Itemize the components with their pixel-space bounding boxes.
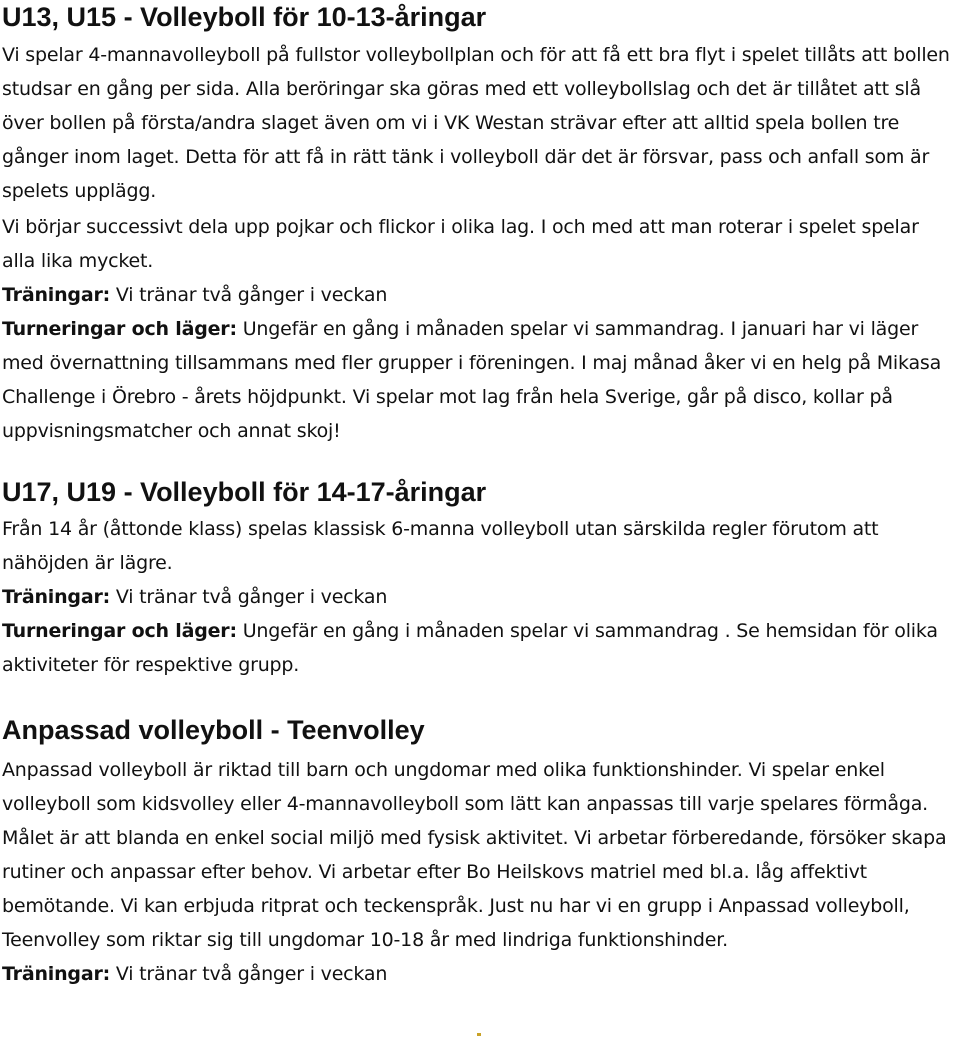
training-text: Vi tränar två gånger i veckan [110,284,388,306]
training-text: Vi tränar två gånger i veckan [110,963,388,985]
section-title-u13-u15: U13, U15 - Volleyboll för 10-13-åringar [2,2,487,32]
tournament-text: Ungefär en gång i månaden spelar vi sammandrag. I januari har vi läger med övernattning tillsammans med fler grupper i föreningen. I maj månad åker vi en helg på Mikasa Challenge i Örebro - årets höjdpunkt. Vi spelar mot lag från hela Sverige, går på disco, kollar på uppvisningsmatcher och annat skoj! [2,318,942,442]
section-intro-paragraph: Anpassad volleyboll är riktad till barn och ungdomar med olika funktionshinder. Vi spelar enkel volleyboll som kidsvolley eller 4-mannavolleyboll som lätt kan anpassas till varje spelares förmåga. Målet är att blanda en enkel social miljö med fysisk aktivitet. Vi arbetar förberedande, försöker skapa rutiner och anpassar efter behov. Vi arbetar efter Bo Heilskovs matriel med bl.a. låg affektivt bemötande. Vi kan erbjuda ritprat och teckenspråk. Just nu har vi en grupp i Anpassad volleyboll, Teenvolley som riktar sig till ungdomar 10-18 år med lindriga funktionshinder. [2,759,947,951]
training-label: Träningar: [2,586,111,608]
training-line [2,957,954,991]
section-title-teenvolley: Anpassad volleyboll - Teenvolley [2,715,425,745]
training-label: Träningar: [2,963,111,985]
training-text: Vi tränar två gånger i veckan [110,586,388,608]
decorative-mark [477,1033,481,1036]
section-body-teenvolley [2,753,954,991]
tournament-label: Turneringar och läger: [2,318,237,340]
section-body-u17-u19 [2,512,954,682]
training-label: Träningar: [2,284,111,306]
section-intro-paragraph: Vi spelar 4-mannavolleyboll på fullstor volleybollplan och för att få ett bra flyt i spelet tillåts att bollen studsar en gång per sida. Alla beröringar ska göras med ett volleybollslag och det är tillåtet att slå över bollen på första/andra slaget även om vi i VK Westan strävar efter att alltid spela bollen tre gånger inom laget. Detta för att få in rätt tänk i volleyboll där det är försvar, pass och anfall som är spelets upplägg. [2,44,950,202]
tournament-paragraph [2,614,954,682]
section-mixed-teams-paragraph: Vi börjar successivt dela upp pojkar och flickor i olika lag. I och med att man roterar i spelet spelar alla lika mycket. [2,216,919,272]
tournament-text: Ungefär en gång i månaden spelar vi sammandrag . Se hemsidan för olika aktiviteter för respektive grupp. [2,620,938,676]
training-line [2,278,954,312]
section-intro-paragraph: Från 14 år (åttonde klass) spelas klassisk 6-manna volleyboll utan särskilda regler förutom att nähöjden är lägre. [2,518,879,574]
section-body-u13-u15 [2,38,954,448]
training-line [2,580,954,614]
tournament-paragraph [2,312,954,448]
section-title-u17-u19: U17, U19 - Volleyboll för 14-17-åringar [2,477,487,507]
tournament-label: Turneringar och läger: [2,620,237,642]
